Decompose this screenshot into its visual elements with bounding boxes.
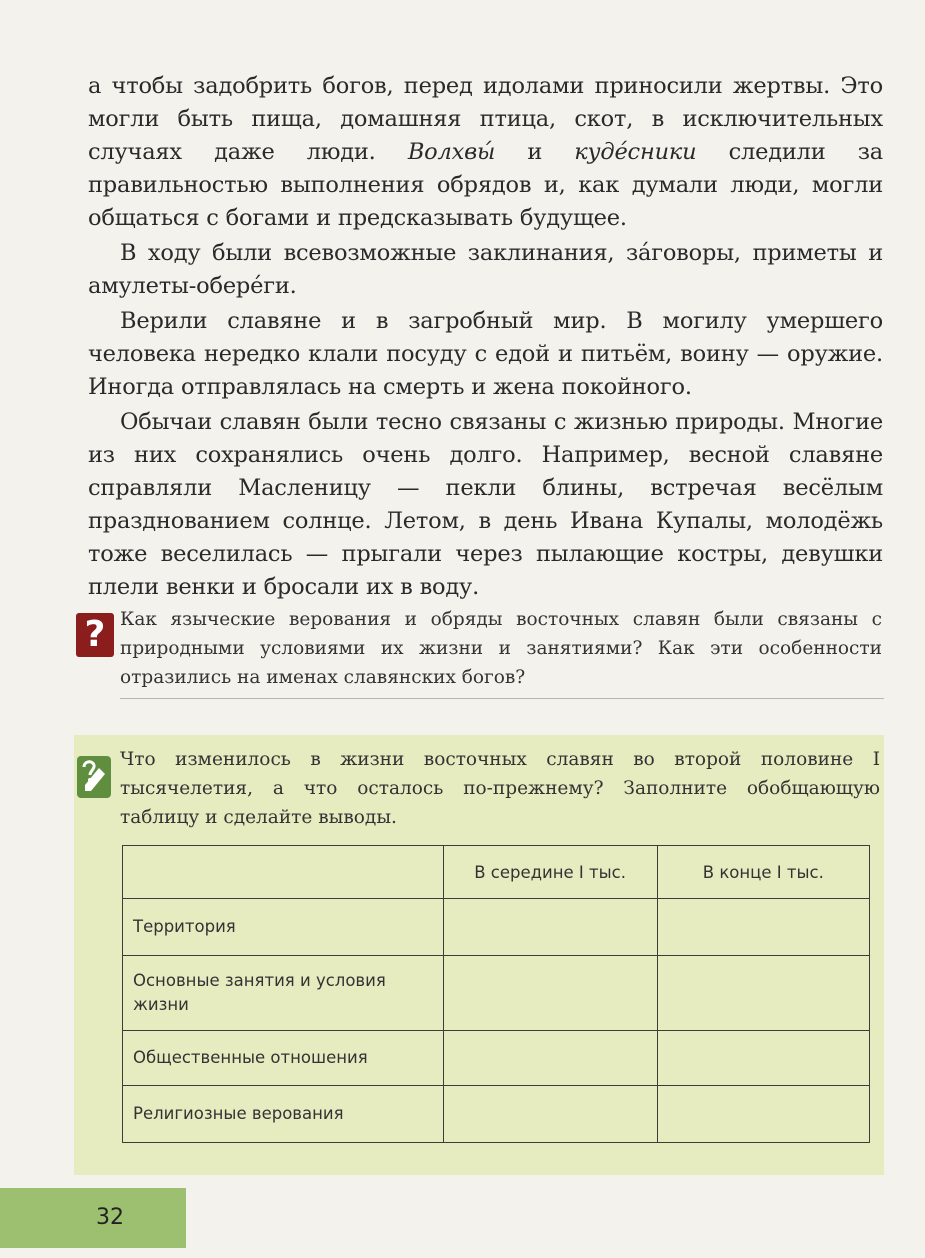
table-row-label: Религиозные верования bbox=[123, 1086, 444, 1143]
paragraph-2: В ходу были всевозможные заклинания, за́говоры, приметы и амулеты-обере́ги. bbox=[88, 240, 883, 299]
question-mark-icon: ? bbox=[76, 613, 114, 657]
paragraph-4: Обычаи славян были тесно связаны с жизнью природы. Многие из них сохранялись очень долго. Например, весной славяне справляли Масленицу — пекли блины, встречая весёлым празднованием солнце. Летом, в день Ивана Купалы, молодёжь тоже веселилась — прыгали через пылающие костры, девушки плели венки и бросали их в воду. bbox=[88, 409, 883, 600]
table-header-row bbox=[123, 846, 870, 899]
table-row bbox=[123, 956, 870, 1031]
page-number: 32 bbox=[0, 1188, 186, 1248]
table-cell-empty[interactable] bbox=[657, 1086, 869, 1143]
table-header-mid: В середине I тыс. bbox=[443, 846, 657, 899]
summary-table bbox=[122, 845, 870, 1143]
table-cell-empty[interactable] bbox=[443, 899, 657, 956]
table-cell-empty[interactable] bbox=[657, 956, 869, 1031]
table-cell-empty[interactable] bbox=[657, 899, 869, 956]
table-row-label: Территория bbox=[123, 899, 444, 956]
pencil-task-icon bbox=[76, 755, 112, 799]
table-cell-empty[interactable] bbox=[443, 1086, 657, 1143]
table-header-empty bbox=[123, 846, 444, 899]
term-volkhvy: Волхвы́ bbox=[407, 139, 496, 165]
table-row-label: Общественные отношения bbox=[123, 1031, 444, 1086]
task-block bbox=[74, 735, 884, 1175]
table-row bbox=[123, 1086, 870, 1143]
paragraph-3: Верили славяне и в загробный мир. В могилу умершего человека нередко клали посуду с едой и питьём, воину — оружие. Иногда отправлялась на смерть и жена покойного. bbox=[88, 308, 883, 400]
table-row-label: Основные занятия и условия жизни bbox=[123, 956, 444, 1031]
paragraph-1: а чтобы задобрить богов, перед идолами приносили жертвы. Это могли быть пища, домашняя птица, скот, в исключительных случаях даже люди. Волхвы́ и куде́сники следили за правильностью выполнения обрядов и, как думали люди, могли общаться с богами и предсказывать будущее. bbox=[88, 73, 883, 231]
table-cell-empty[interactable] bbox=[443, 1031, 657, 1086]
table-row bbox=[123, 1031, 870, 1086]
task-text: Что изменилось в жизни восточных славян во второй половине I тысячелетия, а что осталось по-прежнему? Заполните обобщающую таблицу и сделайте выводы. bbox=[120, 749, 880, 828]
table-header-end: В конце I тыс. bbox=[657, 846, 869, 899]
question-divider bbox=[120, 698, 884, 699]
question-text: Как языческие верования и обряды восточных славян были связаны с природными условиями их жизни и занятиями? Как эти особенности отразились на именах славянских богов? bbox=[120, 609, 882, 688]
term-kudesniki: куде́сники bbox=[574, 139, 697, 165]
main-text bbox=[88, 70, 883, 604]
table-row bbox=[123, 899, 870, 956]
question-block bbox=[74, 603, 884, 703]
table-cell-empty[interactable] bbox=[443, 956, 657, 1031]
table-cell-empty[interactable] bbox=[657, 1031, 869, 1086]
